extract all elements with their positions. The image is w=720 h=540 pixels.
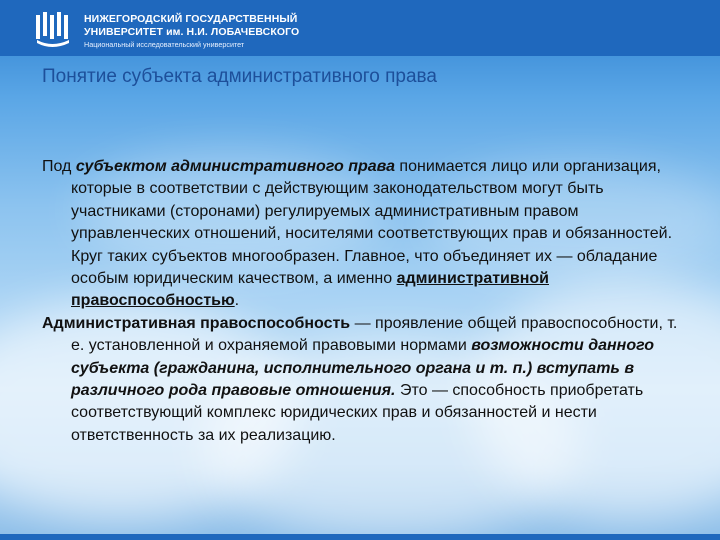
slide-body [42,156,682,447]
p2-term: Административная правоспособность [42,314,351,332]
paragraph-2 [42,313,682,447]
university-name-line1: НИЖЕГОРОДСКИЙ ГОСУДАРСТВЕННЫЙ [84,13,298,25]
p2-emphasis: возможности данного субъекта (гражданина, исполнительного органа и т. п.) вступать в различного рода правовые отношения. [71,337,655,400]
p2-text-1: — проявление общей правоспособности, т. е. установленной и охраняемой правовыми нормами [71,314,678,355]
p2-text-2: Это — способность приобретать соответствующий комплекс юридических прав и обязанностей и нести ответственность за их реализацию. [71,382,644,444]
bottom-bar [0,534,720,540]
p1-term: субъектом административного права [75,158,395,175]
slide-title: Понятие субъекта административного права [42,66,437,87]
p1-text-3: . [234,292,240,310]
university-logo-icon [34,10,74,48]
p1-text-1: Под [42,158,76,175]
p1-key-term: административной правоспособностью [71,270,549,310]
university-name-line2: УНИВЕРСИТЕТ им. Н.И. ЛОБАЧЕВСКОГО [84,26,300,38]
p1-text-2: понимается лицо или организация, которые в соответствии с действующим законодательством могут быть участниками (сторонами) регулируемых административным правом управленческих отношений, носителями соответствующих прав и обязанностей. Круг таких субъектов многообразен. Главное, что объединяет их — обладание особым юридическим качеством, а именно [71,158,673,288]
university-name [84,13,299,50]
header-bar [0,0,720,56]
university-subtitle: Национальный исследовательский университет [84,40,245,49]
paragraph-1 [42,156,682,313]
